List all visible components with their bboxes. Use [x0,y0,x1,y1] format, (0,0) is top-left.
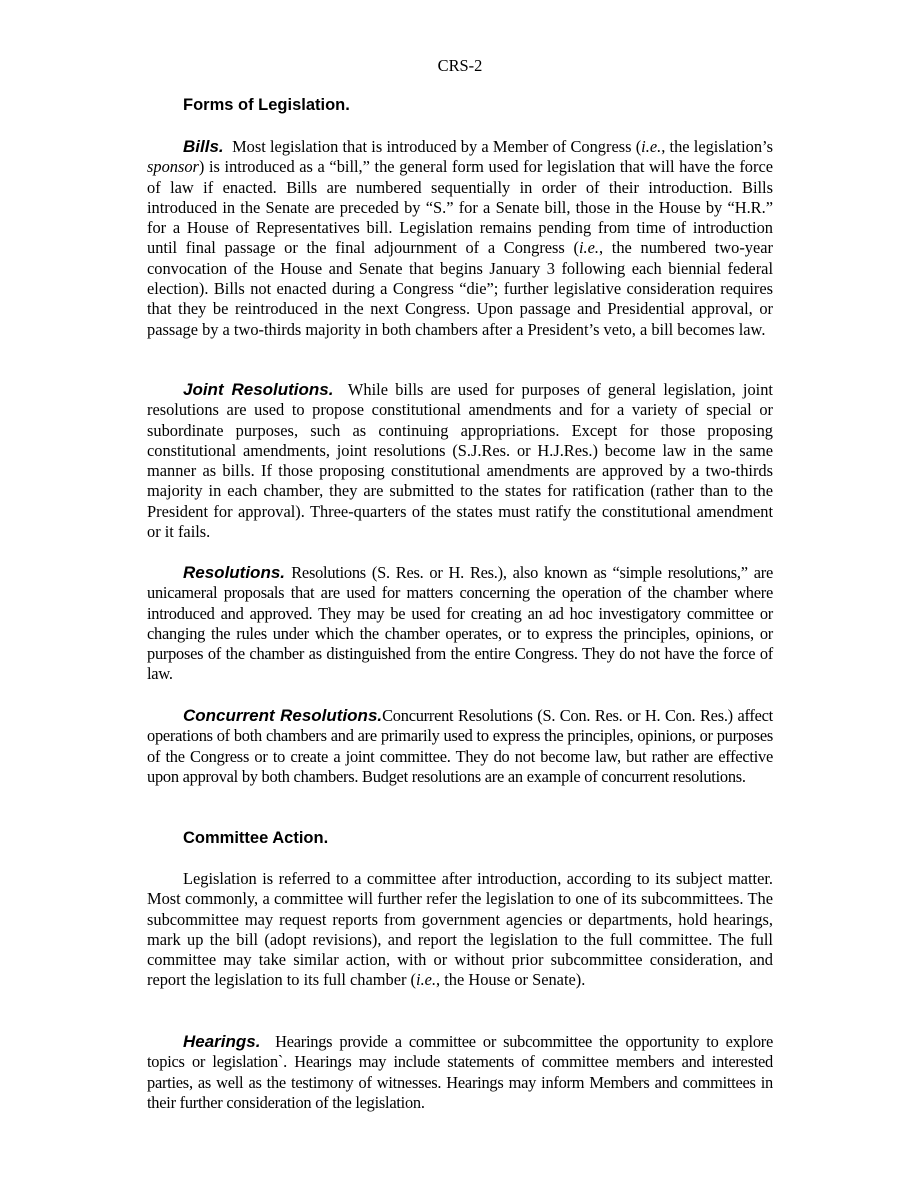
paragraph-joint-resolutions [147,380,773,542]
joint-text: While bills are used for purposes of general legislation, joint resolutions are used to propose constitutional amendments and for a variety of special or subordinate purposes, such as continuing appropriations. Except for those proposing constitutional amendments, joint resolutions (S.J.Res. or H.J.Res.) become law in the same manner as bills. If those proposing constitutional amendments are approved by a two-thirds majority in each chamber, they are submitted to the states for ratification (rather than to the President for approval). Three-quarters of the states must ratify the constitutional amendment or it fails. [147,380,773,542]
paragraph-lead-bills: Bills. [183,137,224,156]
committee-ie: i.e. [416,970,437,990]
bills-sponsor: sponsor [147,157,199,177]
committee-text-2: , the House or Senate). [436,970,586,990]
hearings-text: Hearings provide a committee or subcommittee the opportunity to explore topics or legislation`. Hearings may include statements of committee members and interested parties, as well as the testimony of witnesses. Hearings may inform Members and committees in their further consideration of the legislation. [147,1032,773,1112]
paragraph-lead-resolutions: Resolutions. [183,563,286,582]
paragraph-lead-concurrent: Concurrent Resolutions. [183,706,383,725]
paragraph-lead-hearings: Hearings. [183,1032,261,1051]
paragraph-bills [147,137,773,340]
page-number: CRS-2 [437,56,483,75]
section-heading-forms: Forms of Legislation. [183,96,350,114]
bills-text-1: Most legislation that is introduced by a Member of Congress ( [232,137,642,156]
paragraph-lead-joint: Joint Resolutions. [183,380,334,399]
bills-text-3: ) is introduced as a “bill,” the general form used for legislation that will have the force of law if enacted. Bills are numbered sequentially in order of their introduction. Bills introduced in the Senate are preceded by “S.” for a Senate bill, those in the House by “H.R.” for a House of Representatives bill. Legislation remains pending from time of introduction until final passage or the final adjournment of a Congress ( [147,157,773,258]
paragraph-resolutions [147,563,773,685]
concurrent-text: Concurrent Resolutions (S. Con. Res. or H. Con. Res.) affect operations of both chambers and are primarily used to express the principles, opinions, or purposes of the Congress or to create a joint committee. They do not become law, but rather are effective upon approval by both chambers. Budget resolutions are an example of concurrent resolutions. [147,706,773,786]
bills-ie-2: i.e. [578,238,599,258]
section-heading-committee: Committee Action. [183,829,329,847]
paragraph-committee-action [147,869,773,991]
resolutions-text: Resolutions (S. Res. or H. Res.), also known as “simple resolutions,” are unicameral proposals that are used for matters concerning the operation of the chamber where introduced and approved. They may be used for creating an ad hoc investigatory committee or changing the rules under which the chamber operates, or to express the principles, opinions, or purposes of the chamber as distinguished from the entire Congress. They do not have the force of law. [147,563,773,684]
bills-ie-1: i.e. [641,137,662,156]
committee-text-1: Legislation is referred to a committee after introduction, according to its subject matter. Most commonly, a committee will further refer the legislation to one of its subcommittees. The subcommittee may request reports from government agencies or departments, hold hearings, mark up the bill (adopt revisions), and report the legislation to the full committee. The full committee may take similar action, with or without prior subcommittee consideration, and report the legislation to its full chamber ( [147,869,773,990]
bills-text-4: , the numbered two-year convocation of the House and Senate that begins January 3 following each biennial federal election). Bills not enacted during a Congress “die”; further legislative consideration requires that they be reintroduced in the next Congress. Upon passage and Presidential approval, or passage by a two-thirds majority in both chambers after a President’s veto, a bill becomes law. [147,238,773,339]
paragraph-concurrent-resolutions [147,706,773,787]
bills-text-2: , the legislation’s [661,137,773,156]
paragraph-hearings [147,1032,773,1113]
